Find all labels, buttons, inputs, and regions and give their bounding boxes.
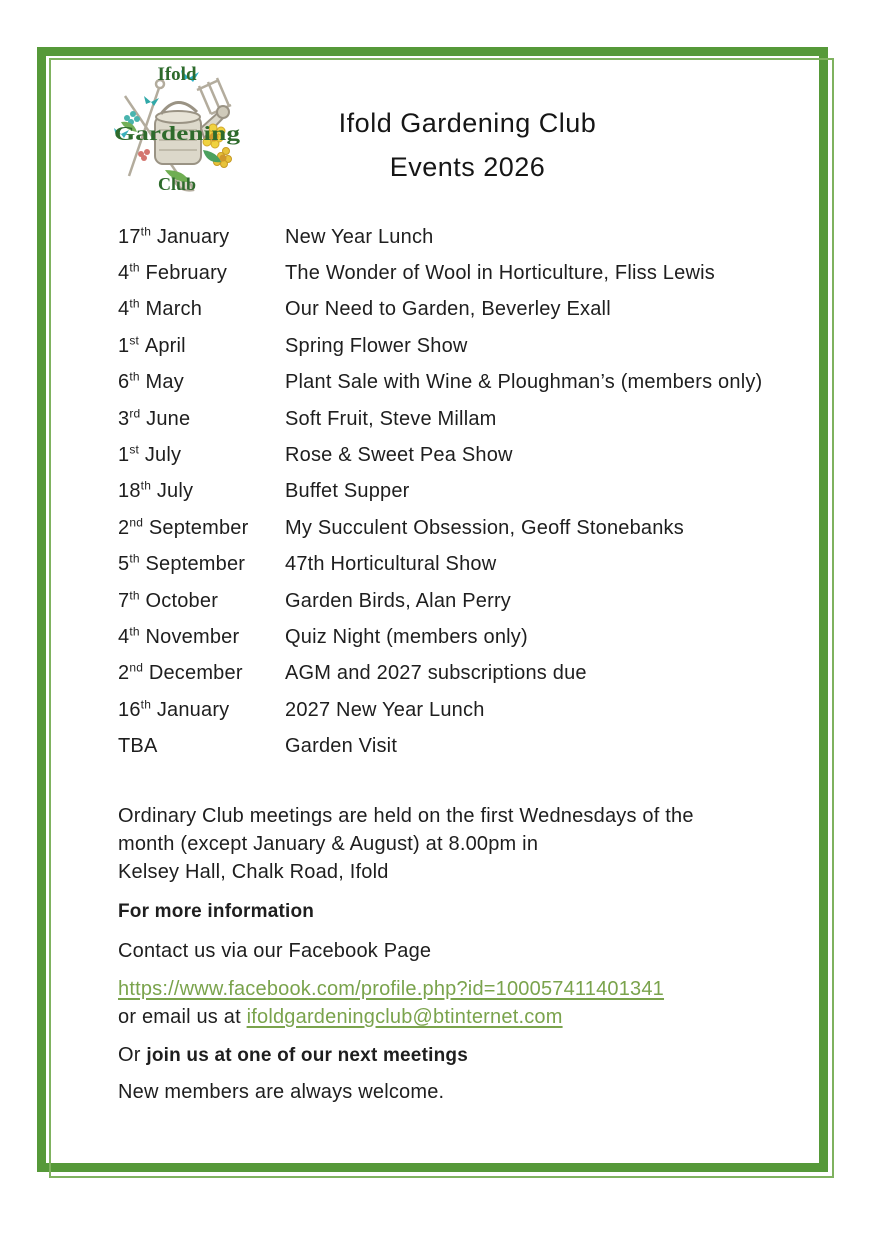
event-row (118, 219, 823, 255)
event-description: Our Need to Garden, Beverley Exall (285, 298, 611, 321)
event-date: 4th February (118, 260, 228, 285)
event-description: Rose & Sweet Pea Show (285, 444, 513, 467)
event-description: 47th Horticultural Show (285, 553, 497, 576)
event-date: 2nd December (118, 660, 243, 685)
event-row (118, 255, 823, 291)
event-row (118, 437, 823, 473)
meetings-info-line3: Kelsey Hall, Chalk Road, Ifold (118, 861, 389, 883)
event-date: 5th September (118, 551, 246, 576)
event-description: My Succulent Obsession, Geoff Stonebanks (285, 516, 684, 539)
event-date: 17th January (118, 224, 230, 248)
event-row (118, 365, 823, 401)
event-date: 7th October (118, 587, 219, 612)
event-row (118, 510, 823, 546)
event-date: 1st April (118, 333, 186, 357)
meetings-info-line2: month (except January & August) at 8.00pm in (118, 833, 539, 855)
event-description: New Year Lunch (285, 225, 434, 248)
events-list (118, 219, 823, 765)
facebook-link[interactable]: https://www.facebook.com/profile.php?id=100057411401341 (118, 978, 665, 1000)
event-row (118, 474, 823, 510)
email-prefix-text: or email us at (118, 1006, 247, 1028)
event-description: AGM and 2027 subscriptions due (285, 662, 587, 685)
links-paragraph (118, 975, 823, 1031)
title-line2: Events 2026 (389, 152, 546, 182)
event-row (118, 692, 823, 728)
event-date: 4th November (118, 624, 240, 648)
event-description: Garden Visit (285, 735, 398, 758)
event-date: 18th July (118, 478, 194, 503)
event-description: Soft Fruit, Steve Millam (285, 407, 497, 430)
event-row (118, 583, 823, 619)
event-date: 16th January (118, 697, 230, 721)
event-description: Quiz Night (members only) (285, 625, 528, 648)
event-description: Buffet Supper (285, 480, 410, 503)
join-prefix-text: Or (118, 1044, 147, 1066)
logo-word-ifold: Ifold (157, 64, 197, 85)
footer-info (118, 802, 823, 1104)
event-description: 2027 New Year Lunch (285, 698, 485, 721)
event-row (118, 547, 823, 583)
event-description: Plant Sale with Wine & Ploughman’s (members only) (285, 371, 763, 394)
event-date: 3rd June (118, 405, 191, 430)
page-title (120, 101, 815, 189)
event-row (118, 619, 823, 655)
meetings-info-line1: Ordinary Club meetings are held on the first Wednesdays of the (118, 805, 694, 827)
logo-word-gardening: Gardening (114, 123, 240, 145)
more-info-heading: For more information (118, 901, 315, 922)
event-date: TBA (118, 735, 158, 758)
welcome-text: New members are always welcome. (118, 1081, 445, 1103)
contact-text: Contact us via our Facebook Page (118, 940, 432, 962)
email-link[interactable]: ifoldgardeningclub@btinternet.com (246, 1006, 563, 1028)
join-bold-text: join us at one of our next meetings (146, 1045, 468, 1066)
event-row (118, 728, 823, 764)
event-row (118, 656, 823, 692)
event-date: 6th May (118, 369, 184, 394)
event-description: Garden Birds, Alan Perry (285, 589, 512, 612)
event-date: 1st July (118, 442, 182, 467)
event-description: Spring Flower Show (285, 334, 468, 357)
join-us-line (118, 1043, 823, 1068)
event-description: The Wonder of Wool in Horticulture, Fliss Lewis (285, 262, 715, 285)
event-date: 2nd September (118, 515, 249, 539)
title-line1: Ifold Gardening Club (338, 108, 597, 138)
event-row (118, 292, 823, 328)
logo-word-club: Club (157, 174, 197, 194)
event-date: 4th March (118, 296, 203, 321)
event-row (118, 401, 823, 437)
meetings-info (118, 802, 823, 886)
event-row (118, 328, 823, 364)
